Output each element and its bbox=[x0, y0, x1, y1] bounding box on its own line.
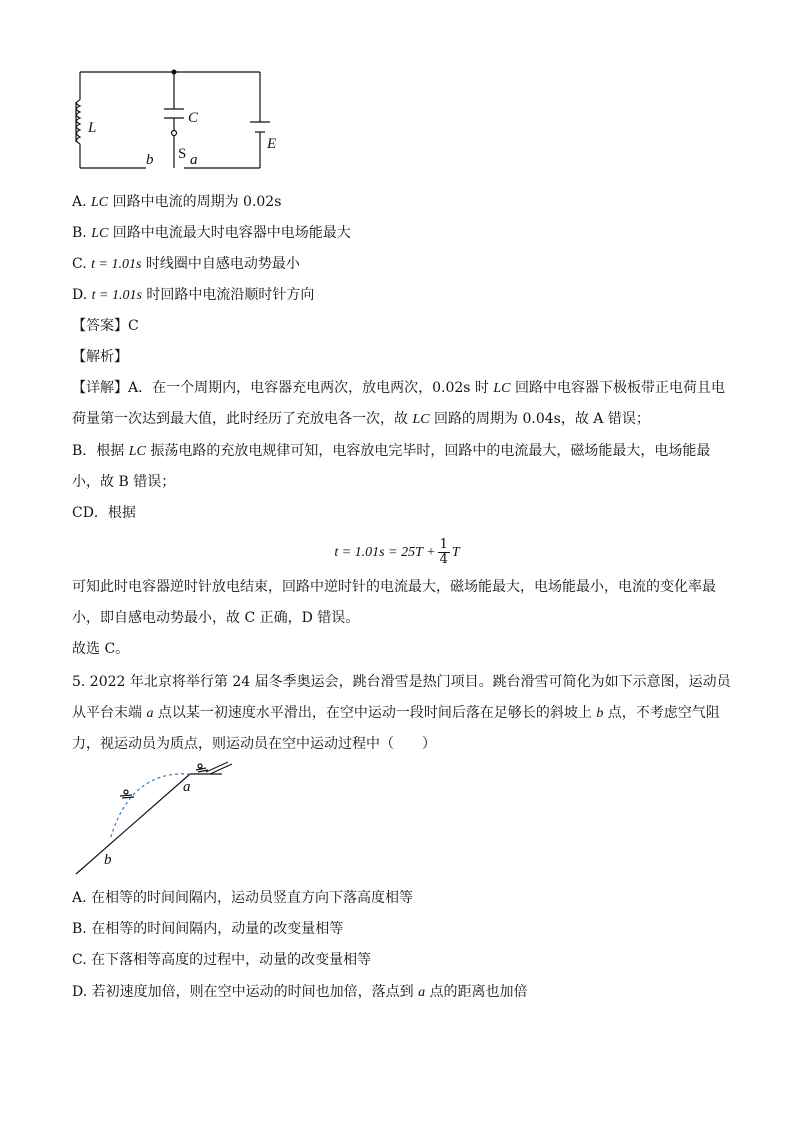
q5-option-d: D. 若初速度加倍，则在空中运动的时间也加倍，落点到 a 点的距离也加倍 bbox=[72, 984, 528, 1000]
junction-dot bbox=[172, 70, 177, 75]
q4-option-c: C. t = 1.01s 时线圈中自感电动势最小 bbox=[72, 256, 300, 272]
detail-line-5: CD．根据 bbox=[72, 505, 136, 521]
label-b: b bbox=[146, 152, 154, 168]
answer-line: 【答案】C bbox=[72, 318, 139, 334]
lc-circuit-diagram bbox=[68, 64, 288, 174]
label-E: E bbox=[267, 136, 277, 152]
q5-option-b: B. 在相等的时间间隔内，动量的改变量相等 bbox=[72, 921, 344, 937]
label-a: a bbox=[190, 152, 198, 168]
label-L: L bbox=[88, 120, 97, 136]
analysis-heading: 【解析】 bbox=[72, 349, 128, 365]
q5-option-c: C. 在下落相等高度的过程中，动量的改变量相等 bbox=[72, 952, 372, 968]
q5-stem-line-2: 从平台末端 a 点以某一初速度水平滑出，在空中运动一段时间后落在足够长的斜坡上 b 点，不考虑空气阻 bbox=[72, 705, 720, 721]
fig-label-b: b bbox=[104, 852, 112, 868]
detail-line-7: 小，即自感电动势最小，故 C 正确，D 错误。 bbox=[72, 610, 360, 626]
q5-option-a: A. 在相等的时间间隔内，运动员竖直方向下落高度相等 bbox=[72, 890, 414, 906]
q4-option-a: A. LC 回路中电流的周期为 0.02s bbox=[72, 194, 282, 210]
skier-airborne-icon bbox=[120, 790, 134, 798]
detail-line-4: 小，故 B 错误； bbox=[72, 474, 176, 490]
q5-stem-line-3: 力，视运动员为质点，则运动员在空中运动过程中（ ） bbox=[72, 736, 436, 752]
detail-line-1: 【详解】A．在一个周期内，电容器充电两次，放电两次，0.02s 时 LC 回路中电容器下极板带正电荷且电 bbox=[72, 380, 725, 396]
detail-line-8: 故选 C。 bbox=[72, 641, 130, 657]
fig-label-a: a bbox=[183, 779, 191, 795]
label-S: S bbox=[178, 146, 187, 162]
q5-stem-line-1: 5. 2022 年北京将举行第 24 届冬季奥运会，跳台滑雪是热门项目。跳台滑雪可简化为如下示意图，运动员 bbox=[72, 674, 731, 690]
formula: t = 1.01s = 25T + $\frac{1}{4}$ T bbox=[334, 536, 460, 567]
ski-jump-diagram bbox=[70, 758, 250, 880]
q4-option-d: D. t = 1.01s 时回路中电流沿顺时针方向 bbox=[72, 287, 315, 303]
detail-line-3: B．根据 LC 振荡电路的充放电规律可知，电容放电完毕时，回路中的电流最大，磁场能最大，电场能最 bbox=[72, 443, 711, 459]
skier-icon bbox=[196, 764, 208, 772]
detail-line-2: 荷量第一次达到最大值，此时经历了充放电各一次，故 LC 回路的周期为 0.04s，故 A 错误； bbox=[72, 411, 650, 427]
detail-line-6: 可知此时电容器逆时针放电结束，回路中逆时针的电流最大，磁场能最大，电场能最小，电流的变化率最 bbox=[72, 579, 716, 595]
q4-option-b: B. LC 回路中电流最大时电容器中电场能最大 bbox=[72, 225, 351, 241]
fraction: $\frac{1}{4}$ bbox=[439, 536, 448, 567]
label-C: C bbox=[188, 110, 199, 126]
